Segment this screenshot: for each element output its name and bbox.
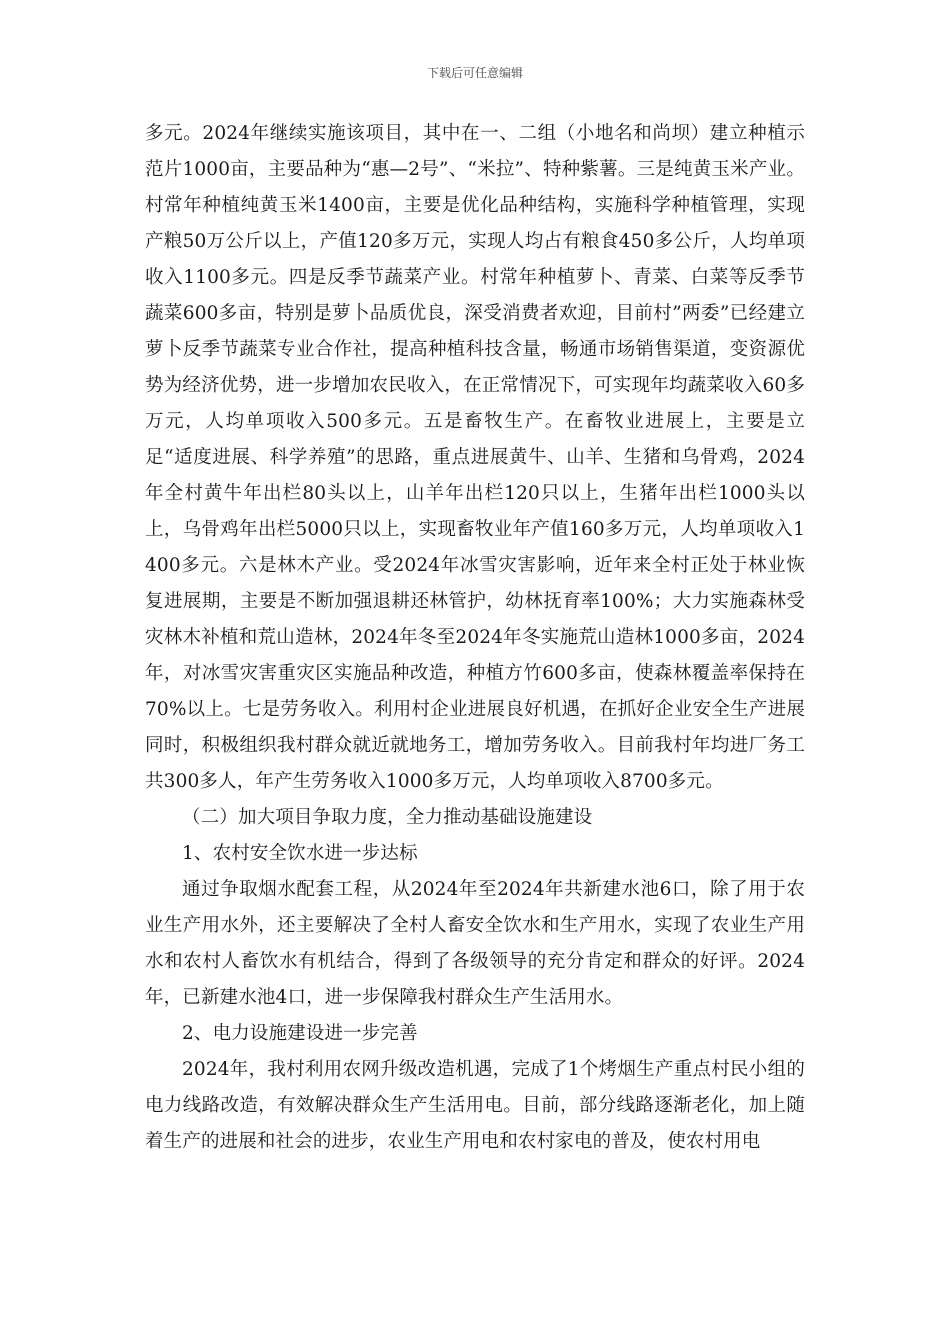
paragraph-power: 2024年，我村利用农网升级改造机遇，完成了1个烤烟生产重点村民小组的电力线路改造，有效解决群众生产生活用电。目前，部分线路逐渐老化，加上随着生产的进展和社会的进步，农业生产用电和农村家电的普及，使农村用电 [145, 1059, 805, 1152]
subsection-heading-power: 2、电力设施建设进一步完善 [182, 1023, 418, 1044]
paragraph-water: 通过争取烟水配套工程，从2024年至2024年共新建水池6口，除了用于农业生产用水外，还主要解决了全村人畜安全饮水和生产用水，实现了农业生产用水和农村人畜饮水有机结合，得到了各级领导的充分肯定和群众的好评。2024年，已新建水池4口，进一步保障我村群众生产生活用水。 [145, 879, 805, 1008]
page-header-note: 下载后可任意编辑 [426, 66, 523, 80]
subsection-heading-water: 1、农村安全饮水进一步达标 [182, 843, 418, 864]
paragraph-industries: 多元。2024年继续实施该项目，其中在一、二组（小地名和尚坝）建立种植示范片1000亩，主要品种为“惠—2号”、“米拉”、特种紫薯。三是纯黄玉米产业。村常年种植纯黄玉米1400亩，主要是优化品种结构，实施科学种植管理，实现产粮50万公斤以上，产值120多万元，实现人均占有粮食450多公斤，人均单项收入1100多元。四是反季节蔬菜产业。村常年种植萝卜、青菜、白菜等反季节蔬菜600多亩，特别是萝卜品质优良，深受消费者欢迎，目前村”两委”已经建立萝卜反季节蔬菜专业合作社，提高种植科技含量，畅通市场销售渠道，变资源优势为经济优势，进一步增加农民收入，在正常情况下，可实现年均蔬菜收入60多万元，人均单项收入500多元。五是畜牧生产。在畜牧业进展上，主要是立足“适度进展、科学养殖”的思路，重点进展黄牛、山羊、生猪和乌骨鸡，2024年全村黄牛年出栏80头以上，山羊年出栏120只以上，生猪年出栏1000头以上，乌骨鸡年出栏5000只以上，实现畜牧业年产值160多万元，人均单项收入1400多元。六是林木产业。受2024年冰雪灾害影响，近年来全村正处于林业恢复进展期，主要是不断加强退耕还林管护，幼林抚育率100%；大力实施森林受灾林木补植和荒山造林，2024年冬至2024年冬实施荒山造林1000多亩，2024年，对冰雪灾害重灾区实施品种改造，种植方竹600多亩，使森林覆盖率保持在70%以上。七是劳务收入。利用村企业进展良好机遇，在抓好企业安全生产进展同时，积极组织我村群众就近就地务工，增加劳务收入。目前我村年均进厂务工共300多人，年产生劳务收入1000多万元，人均单项收入8700多元。 [145, 123, 805, 792]
document-body [145, 116, 805, 1160]
section-heading-infrastructure: （二）加大项目争取力度，全力推动基础设施建设 [182, 807, 593, 828]
